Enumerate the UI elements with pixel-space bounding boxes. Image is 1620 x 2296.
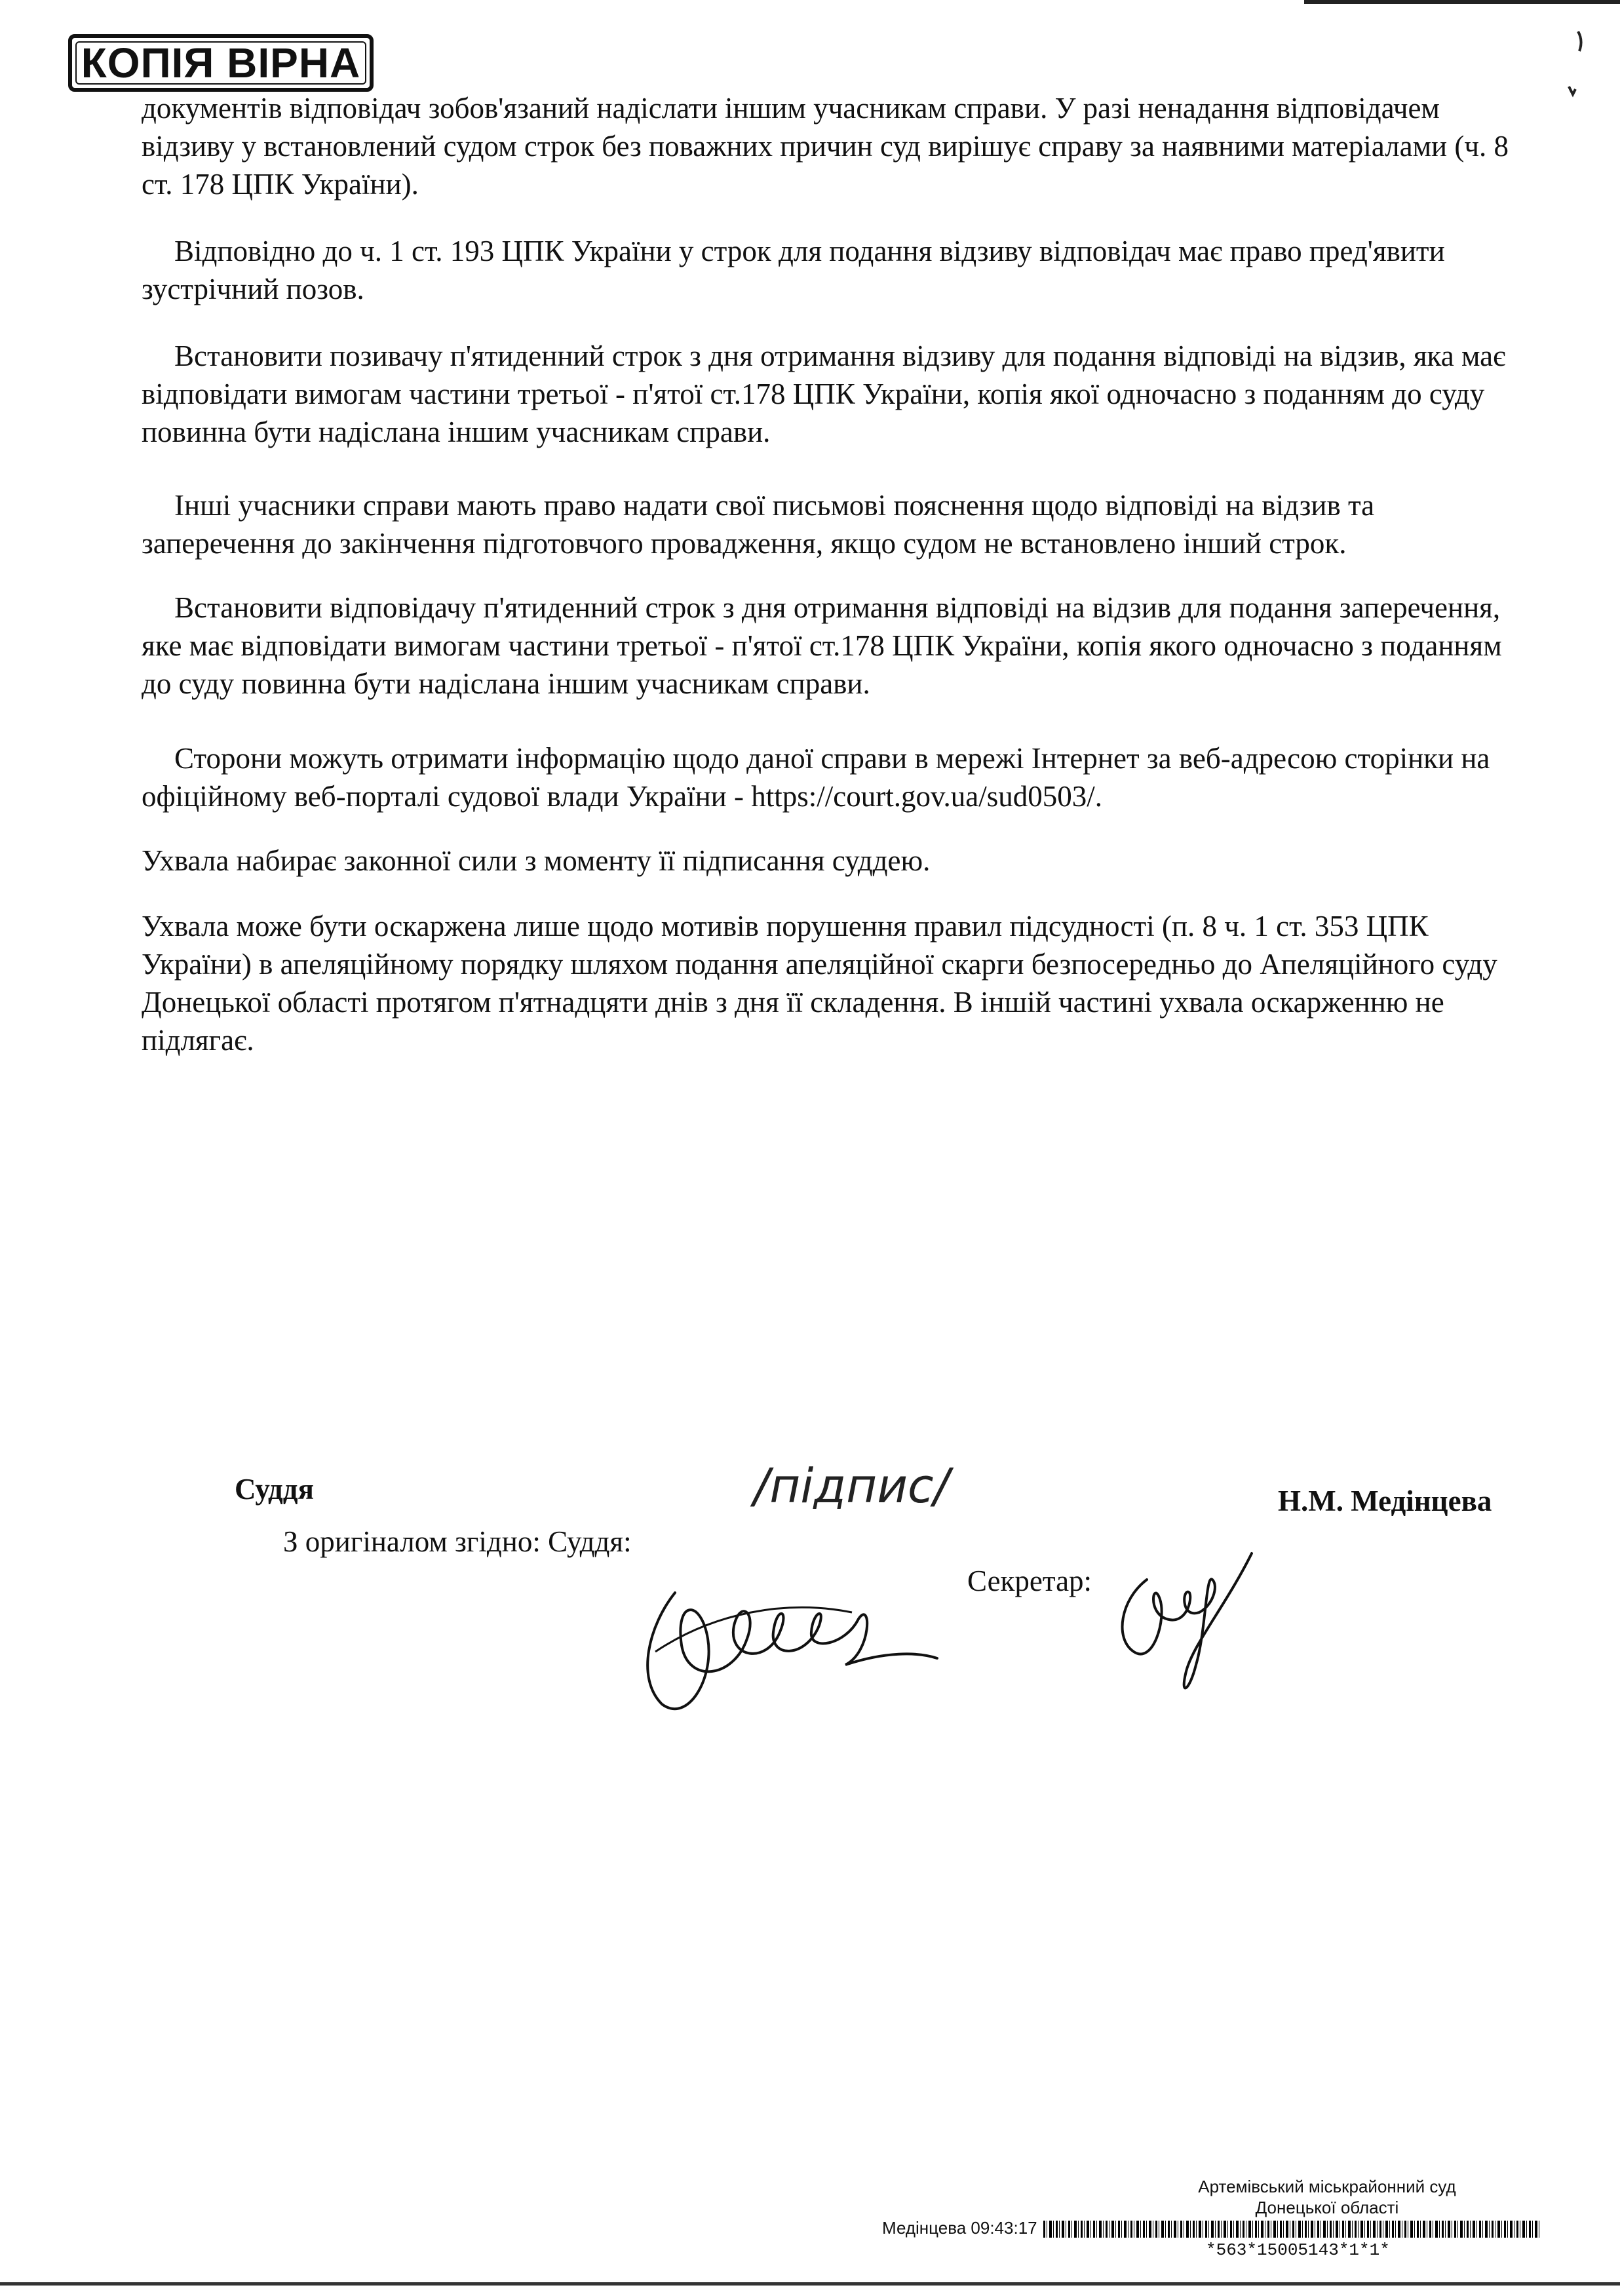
paragraph-8: Ухвала може бути оскаржена лише щодо мотивів порушення правил підсудності (п. 8 ч. 1 ст. 353 ЦПК України) в апеляційному порядку шляхом подання апеляційної скарги безпосередньо до Апеляційного суду Донецької області протягом п'ятнадцяти днів з дня її складення. В іншій частині ухвала оскарженню не підлягає.	[142, 910, 1497, 1057]
court-line-2: Донецької області	[1255, 2198, 1399, 2217]
judge-signature	[636, 1553, 950, 1730]
barcode-id: *563*15005143*1*1*	[1206, 2240, 1390, 2260]
secretary-label: Секретар:	[967, 1565, 1092, 1597]
paragraph-4: Інші учасники справи мають право надати свої письмові пояснення щодо відповіді на відзив та заперечення до закінчення підготовчого провадження, якщо судом не встановлено інший строк.	[142, 489, 1375, 560]
document-barcode	[1043, 2221, 1541, 2238]
judge-name: Н.М. Медінцева	[1278, 1485, 1492, 1517]
original-conformity-label: З оригіналом згідно: Суддя:	[283, 1525, 632, 1558]
paragraph-2: Відповідно до ч. 1 ст. 193 ЦПК України у строк для подання відзиву відповідач має право пред'явити зустрічний позов.	[142, 235, 1445, 305]
handwritten-signature-note: /підпис/	[754, 1458, 950, 1513]
paragraph-6: Сторони можуть отримати інформацію щодо даної справи в мережі Інтернет за веб-адресою сторінки на офіційному веб-порталі судової влади України - https://court.gov.ua/sud0503/.	[142, 742, 1490, 813]
paragraph-5: Встановити відповідачу п'ятиденний строк з дня отримання відповіді на відзив для подання заперечення, яке має відповідати вимогам частини третьої - п'ятої ст.178 ЦПК України, копія якого одночасно з поданням до суду повинна бути надіслана іншим учасникам справи.	[142, 591, 1502, 700]
scan-edge-top	[1304, 0, 1620, 4]
paragraph-3: Встановити позивачу п'ятиденний строк з дня отримання відзиву для подання відповіді на відзив, яка має відповідати вимогам частини третьої - п'ятої ст.178 ЦПК України, копія якої одночасно з поданням до суду повинна бути надіслана іншим учасникам справи.	[142, 340, 1506, 448]
corner-pen-mark	[1566, 26, 1592, 98]
judge-label: Суддя	[235, 1473, 314, 1506]
scan-edge-bottom	[0, 2282, 1620, 2286]
court-line-1: Артемівський міськрайонний суд	[1198, 2177, 1456, 2196]
paragraph-7: Ухвала набирає законної сили з моменту її підписання суддею.	[142, 844, 931, 877]
court-name	[1144, 2176, 1511, 2218]
stamp-text: КОПІЯ ВІРНА	[81, 39, 361, 87]
secretary-signature	[1108, 1540, 1265, 1704]
copy-verified-stamp	[68, 34, 374, 92]
paragraph-1: документів відповідач зобов'язаний надіслати іншим учасникам справи. У разі ненадання відповідачем відзиву у встановлений судом строк без поважних причин суд вирішує справу за наявними матеріалами (ч. 8 ст. 178 ЦПК України).	[142, 92, 1509, 201]
footer-user-time: Медінцева 09:43:17	[882, 2218, 1037, 2238]
